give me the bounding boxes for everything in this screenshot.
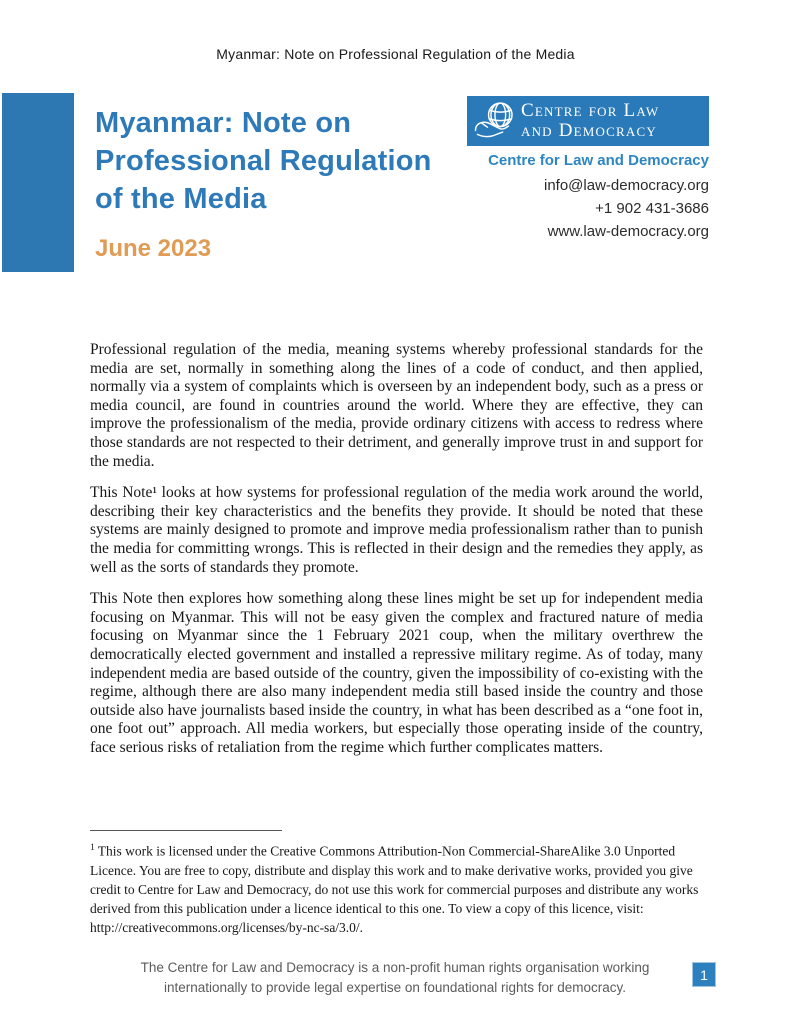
body-paragraph-3: This Note then explores how something along these lines might be set up for independent media focusing on Myanmar. This will not be easy given the complex and fractured nature of media focusing on Myanmar since the 1 February 2021 coup, when the military overthrew the democratically elected government and installed a repressive military regime. As of today, many independent media are based outside of the country, given the impossibility of co-existing with the regime, although there are also many independent media still based inside the country and those outside also have journalists based inside the country, in what has been described as a “one foot in, one foot out” approach. All media workers, but especially those operating inside of the country, face serious risks of retaliation from the regime which further complicates matters.	[90, 590, 703, 756]
page-title	[95, 104, 465, 218]
contact-org-name: Centre for Law and Democracy	[488, 152, 709, 169]
document-body	[90, 341, 703, 770]
logo-wordmark-line-2: and Democracy	[521, 120, 657, 141]
organisation-logo	[467, 96, 709, 146]
page-title-line-1: Myanmar: Note on	[95, 107, 352, 139]
running-header: Myanmar: Note on Professional Regulation of the Media	[216, 46, 575, 62]
contact-email: info@law-democracy.org	[543, 177, 709, 194]
publication-date: June 2023	[95, 235, 212, 262]
left-accent-bar	[2, 93, 74, 272]
title-block	[95, 104, 465, 263]
footnote-section	[90, 830, 703, 937]
page-number-badge: 1	[692, 962, 716, 987]
footnote-separator	[90, 830, 282, 831]
contact-website: www.law-democracy.org	[547, 223, 709, 240]
contact-block	[488, 152, 709, 243]
contact-phone: +1 902 431-3686	[595, 200, 709, 217]
footnote-body: This work is licensed under the Creative Commons Attribution-Non Commercial-ShareAlike 3.0 Unported Licence. You are free to copy, distribute and display this work and to make derivative works, provided you give credit to Centre for Law and Democracy, do not use this work for commercial purposes and distribute any works derived from this publication under a licence identical to this one. To view a copy of this licence, visit: http://creativecommons.org/licenses/by-nc-sa/3.0/.	[90, 843, 699, 935]
page-title-line-2: Professional Regulation	[95, 145, 432, 177]
footer-tagline: The Centre for Law and Democracy is a non-profit human rights organisation working internationally to provide legal expertise on foundational rights for democracy.	[140, 960, 650, 995]
footnote-text	[90, 839, 703, 937]
globe-in-hand-icon	[473, 100, 519, 142]
body-paragraph-1: Professional regulation of the media, meaning systems whereby professional standards for the media are set, normally in something along the lines of a code of conduct, and then applied, normally via a system of complaints which is overseen by an independent body, such as a press or media council, are found in countries around the world. Where they are effective, they can improve the professionalism of the media, provide ordinary citizens with access to redress where those standards are not respected to their detriment, and generally improve trust in and support for the media.	[90, 341, 703, 470]
logo-wordmark-line-1: Centre for Law	[521, 100, 660, 121]
page-title-line-3: of the Media	[95, 183, 267, 215]
logo-wordmark	[521, 101, 659, 141]
footnote-marker: 1	[90, 843, 95, 853]
body-paragraph-2: This Note¹ looks at how systems for professional regulation of the media work around the world, describing their key characteristics and the benefits they provide. It should be noted that these systems are mainly designed to promote and improve media professionalism rather than to punish the media for committing wrongs. This is reflected in their design and the remedies they apply, as well as the sorts of standards they promote.	[90, 484, 703, 576]
